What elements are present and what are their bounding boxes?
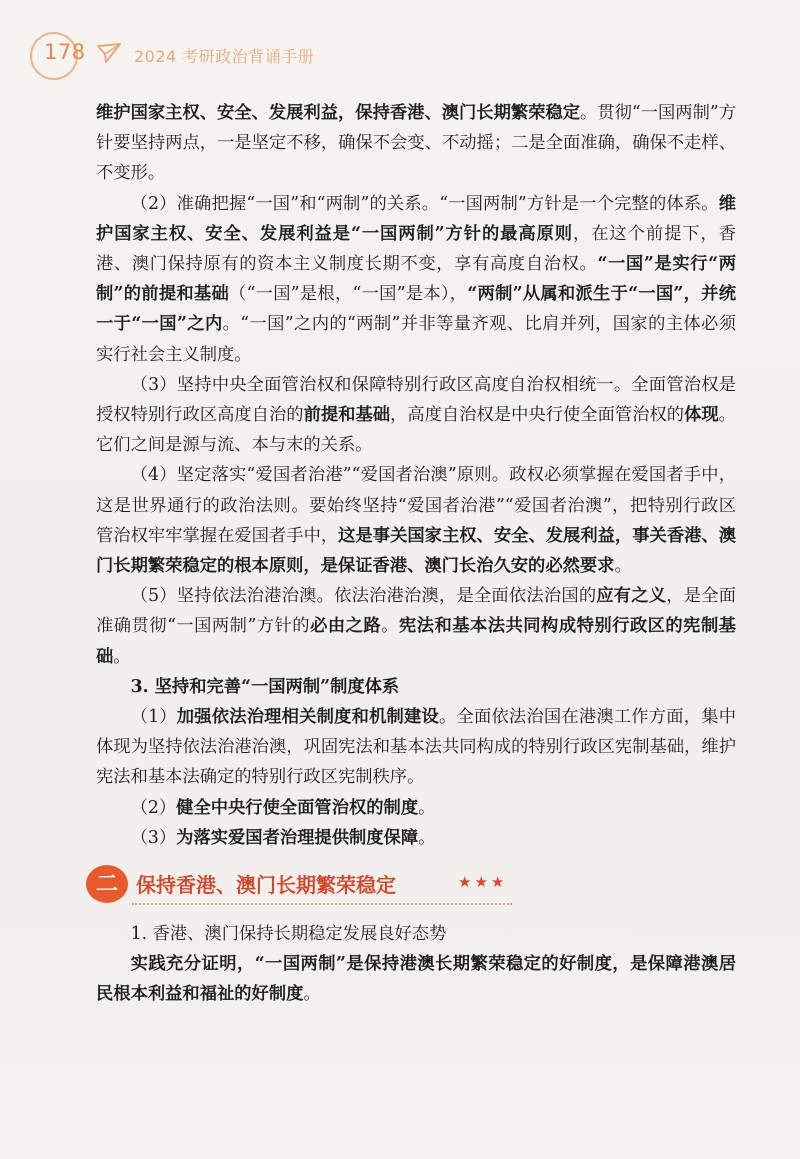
section-heading — [86, 863, 736, 911]
section-divider — [132, 903, 512, 905]
book-title: 2024 考研政治背诵手册 — [134, 47, 315, 66]
bold-text: 体现 — [684, 405, 719, 426]
paragraph — [96, 949, 736, 1009]
text: （2）准确把握“一国”和“两制”的关系。“一国两制”方针是一个完整的体系。 — [130, 193, 719, 214]
paper-plane-icon — [96, 42, 122, 64]
text: 。 — [418, 827, 436, 848]
subheading-text: 3. 坚持和完善“一国两制”制度体系 — [130, 676, 400, 697]
text: 。 — [303, 984, 321, 1005]
bold-text: 维护国家主权、安全、发展利益是“一国两制”方针的最高原则 — [96, 193, 736, 244]
bold-text: 应有之义 — [596, 586, 667, 607]
main-content — [96, 98, 736, 1010]
text: 。它们之间是源与流、本与末的关系。 — [96, 405, 736, 456]
paragraph — [96, 370, 736, 461]
bold-text: 为落实爱国者治理提供制度保障 — [176, 827, 419, 848]
text: ，是全面准确贯彻“一国两制”方针的 — [96, 586, 736, 637]
paragraph — [96, 581, 736, 672]
text: 。全面依法治国在港澳工作方面，集中体现为坚持依法治港治澳，巩固宪法和基本法共同构成的特别行政区宪制基础，维护宪法和基本法确定的特别行政区宪制秩序。 — [96, 707, 736, 788]
text: （3） — [130, 827, 177, 848]
bold-text: “一国”是实行“两制”的前提和基础 — [96, 254, 736, 305]
paragraph — [96, 793, 736, 823]
text: （3）坚持中央全面管治权和保障特别行政区高度自治权相统一。全面管治权是授权特别行政区高度自治的 — [96, 374, 736, 426]
text: （5）坚持依法治港治澳。依法治港治澳，是全面依法治国的 — [130, 586, 597, 607]
bold-text: 前提和基础 — [303, 405, 391, 426]
text: 。贯彻“一国两制”方针要坚持两点，一是坚定不移，确保不会变、不动摇；二是全面准确，确保不走样、不变形。 — [96, 103, 736, 184]
text: （“一国”是根，“一国”是本）， — [229, 284, 468, 305]
text: （2） — [130, 797, 177, 818]
bold-text: 这是事关国家主权、安全、发展利益，事关香港、澳门长期繁荣稳定的根本原则，是保证香港、澳门长治久安的必然要求 — [96, 525, 736, 577]
bold-text: 必由之路 — [310, 616, 382, 637]
subheading — [96, 672, 736, 702]
text: 。 — [614, 556, 632, 577]
page-header — [30, 28, 770, 78]
paragraph — [96, 823, 736, 853]
paragraph — [96, 98, 736, 189]
page-number: 178 — [44, 40, 86, 64]
section-number: 二 — [95, 872, 118, 898]
text: 。 — [418, 797, 436, 818]
text: ，在这个前提下，香港、澳门保持原有的资本主义制度长期不变，享有高度自治权。 — [96, 223, 736, 275]
text: 。 — [113, 646, 131, 667]
text: ，高度自治权是中央行使全面管治权的 — [390, 405, 685, 426]
bold-text: “两制”从属和派生于“一国”，并统一于“一国”之内 — [96, 284, 736, 335]
importance-stars: ★★★ — [458, 873, 508, 892]
text: 。“一国”之内的“两制”并非等量齐观、比肩并列，国家的主体必须实行社会主义制度。 — [96, 314, 736, 365]
bold-text: 健全中央行使全面管治权的制度 — [176, 797, 419, 818]
text: （1） — [130, 707, 177, 728]
paragraph — [96, 189, 736, 370]
subheading-text: 1. 香港、澳门保持长期稳定发展良好态势 — [130, 924, 447, 945]
bold-text: 加强依法治理相关制度和机制建设 — [176, 707, 439, 728]
section-title: 保持香港、澳门长期繁荣稳定 — [136, 873, 396, 898]
paragraph — [96, 702, 736, 793]
bold-text: 维护国家主权、安全、发展利益，保持香港、澳门长期繁荣稳定 — [96, 103, 581, 123]
text: （4）坚定落实“爱国者治港”“爱国者治澳”原则。政权必须掌握在爱国者手中，这是世界通行的政治法则。要始终坚持“爱国者治港”“爱国者治澳”，把特别行政区管治权牢牢掌握在爱国者手中， — [96, 465, 736, 546]
bold-text: 实践充分证明，“一国两制”是保持港澳长期繁荣稳定的好制度，是保障港澳居民根本利益和福祉的好制度 — [96, 954, 736, 1005]
paragraph — [96, 460, 736, 581]
subheading — [96, 919, 736, 949]
text: 。 — [381, 616, 399, 637]
bold-text: 宪法和基本法共同构成特别行政区的宪制基础 — [96, 616, 736, 667]
